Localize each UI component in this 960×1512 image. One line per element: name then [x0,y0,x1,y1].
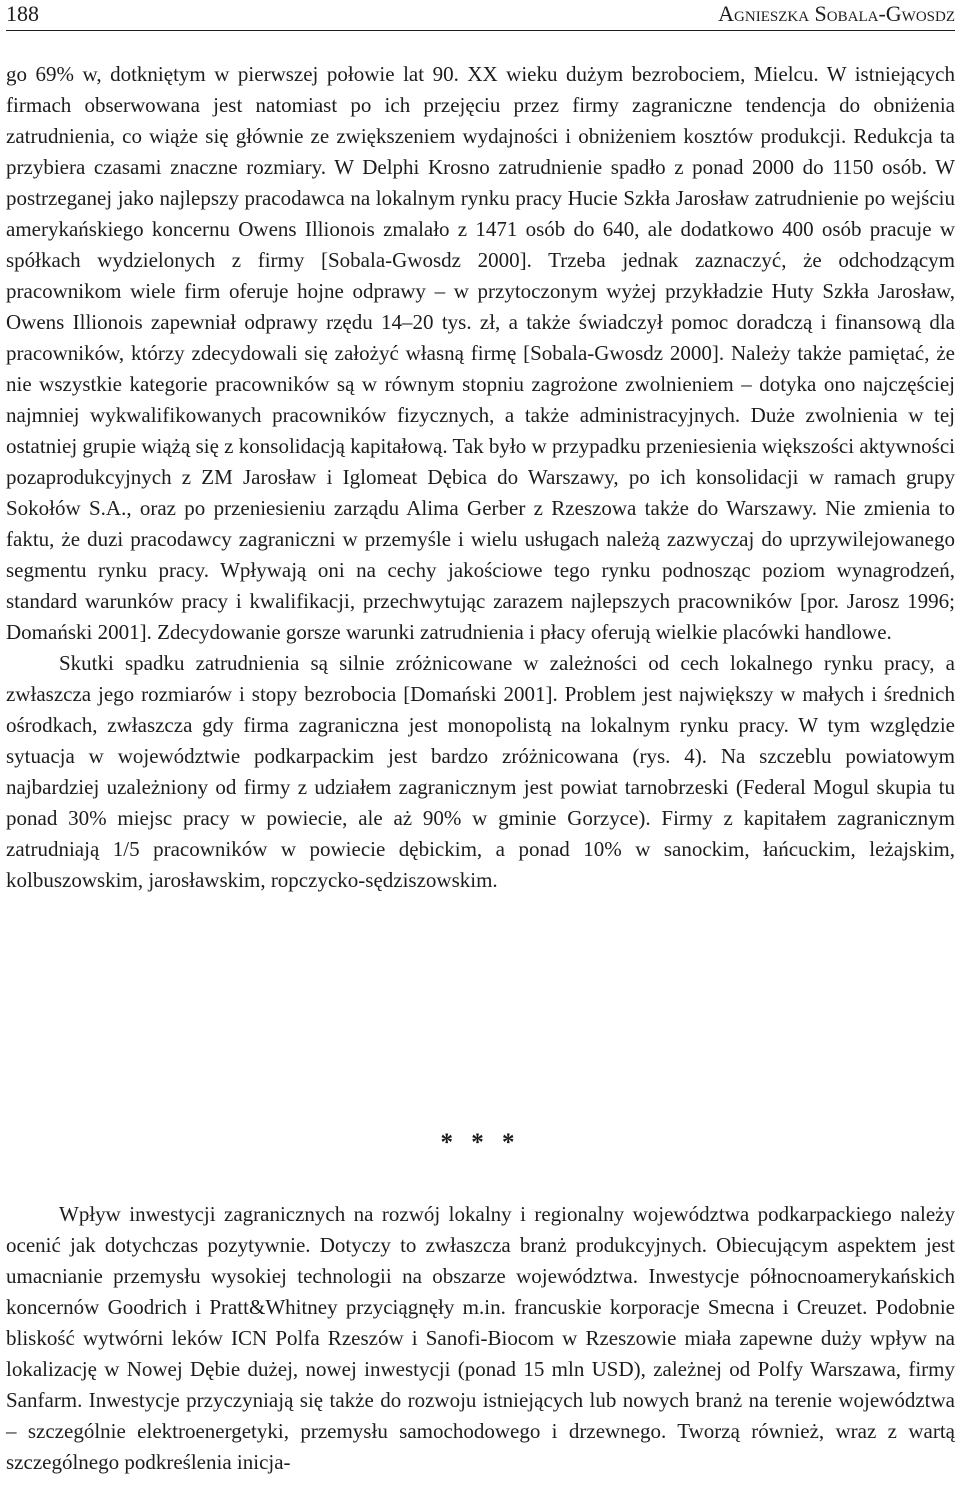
running-header [6,0,955,31]
body-text [6,59,955,896]
paragraph-continued: go 69% w, dotkniętym w pierwszej połowie lat 90. XX wieku dużym bezrobociem, Mielcu. W istniejących firmach obserwowana jest natomiast po ich przejęciu przez firmy zagraniczne tendencja do obniżenia zatrudnienia, co wiąże się głównie ze zwiększeniem wydajności i obniżeniem kosztów produkcji. Redukcja ta przybiera czasami znaczne rozmiary. W Delphi Krosno zatrudnienie spadło z ponad 2000 do 1150 osób. W postrzeganej jako najlepszy pracodawca na lokalnym rynku pracy Hucie Szkła Jarosław zatrudnienie po wejściu amerykańskiego koncernu Owens Illionois zmalało z 1471 osób do 640, ale dodatkowo 400 osób pracuje w spółkach wydzielonych z firmy [Sobala-Gwosdz 2000]. Trzeba jednak zaznaczyć, że odchodzącym pracownikom wiele firm oferuje hojne odprawy – w przytoczonym wyżej przykładzie Huty Szkła Jarosław, Owens Illionois zapewniał odprawy rzędu 14–20 tys. zł, a także świadczył pomoc doradczą i finansową dla pracowników, którzy zdecydowali się założyć własną firmę [Sobala-Gwosdz 2000]. Należy także pamiętać, że nie wszystkie kategorie pracowników są w równym stopniu zagrożone zwolnieniem – dotyka ono najczęściej najmniej wykwalifikowanych pracowników fizycznych, a także administracyjnych. Duże zwolnienia w tej ostatniej grupie wiążą się z konsolidacją kapitałową. Tak było w przypadku przeniesienia większości aktywności pozaprodukcyjnych z ZM Jarosław i Iglomeat Dębica do Warszawy, po ich konsolidacji w ramach grupy Sokołów S.A., oraz po przeniesieniu zarządu Alima Gerber z Rzeszowa także do Warszawy. Nie zmienia to faktu, że duzi pracodawcy zagraniczni w przemyśle i wielu usługach należą zazwyczaj do uprzywilejowanego segmentu rynku pracy. Wpływają oni na cechy jakościowe tego rynku podnosząc poziom wynagrodzeń, standard warunków pracy i kwalifikacji, przechwytując zarazem najlepszych pracowników [por. Jarosz 1996; Domański 2001]. Zdecydowanie gorsze warunki zatrudnienia i płacy oferują wielkie placówki handlowe. [6,62,955,644]
page-number: 188 [6,1,39,26]
closing-section [6,1199,955,1478]
section-separator: * * * [440,1129,521,1156]
running-header-author: Agnieszka Sobala-Gwosdz [718,1,955,26]
paragraph-employment-effects: Skutki spadku zatrudnienia są silnie zróżnicowane w zależności od cech lokalnego rynku pracy, a zwłaszcza jego rozmiarów i stopy bezrobocia [Domański 2001]. Problem jest największy w małych i średnich ośrodkach, zwłaszcza gdy firma zagraniczna jest monopolistą na lokalnym rynku pracy. W tym względzie sytuacja w województwie podkarpackim jest bardzo zróżnicowana (rys. 4). Na szczeblu powiatowym najbardziej uzależniony od firmy z udziałem zagranicznym jest powiat tarnobrzeski (Federal Mogul skupia tu ponad 30% miejsc pracy w powiecie, ale aż 90% w gminie Gorzyce). Firmy z kapitałem zagranicznym zatrudniają 1/5 pracowników w powiecie dębickim, a ponad 10% w sanockim, łańcuckim, leżajskim, kolbuszowskim, jarosławskim, ropczycko-sędziszowskim. [6,651,955,892]
paragraph-closing: Wpływ inwestycji zagranicznych na rozwój lokalny i regionalny województwa podkarpackiego należy ocenić jak dotychczas pozytywnie. Dotyczy to zwłaszcza branż produkcyjnych. Obiecującym aspektem jest umacnianie przemysłu wysokiej technologii na obszarze województwa. Inwestycje północnoamerykańskich koncernów Goodrich i Pratt&Whitney przyciągnęły m.in. francuskie korporacje Smecna i Creuzet. Podobnie bliskość wytwórni leków ICN Polfa Rzeszów i Sanofi-Biocom w Rzeszowie miała zapewne duży wpływ na lokalizację w Nowej Dębie dużej, nowej inwestycji (ponad 15 mln USD), zależnej od Polfy Warszawa, firmy Sanfarm. Inwestycje przyczyniają się także do rozwoju istniejących lub nowych branż na terenie województwa – szczególnie elektroenergetyki, przemysłu samochodowego i drzewnego. Tworzą również, wraz z wartą szczególnego podkreślenia inicja- [6,1202,955,1474]
